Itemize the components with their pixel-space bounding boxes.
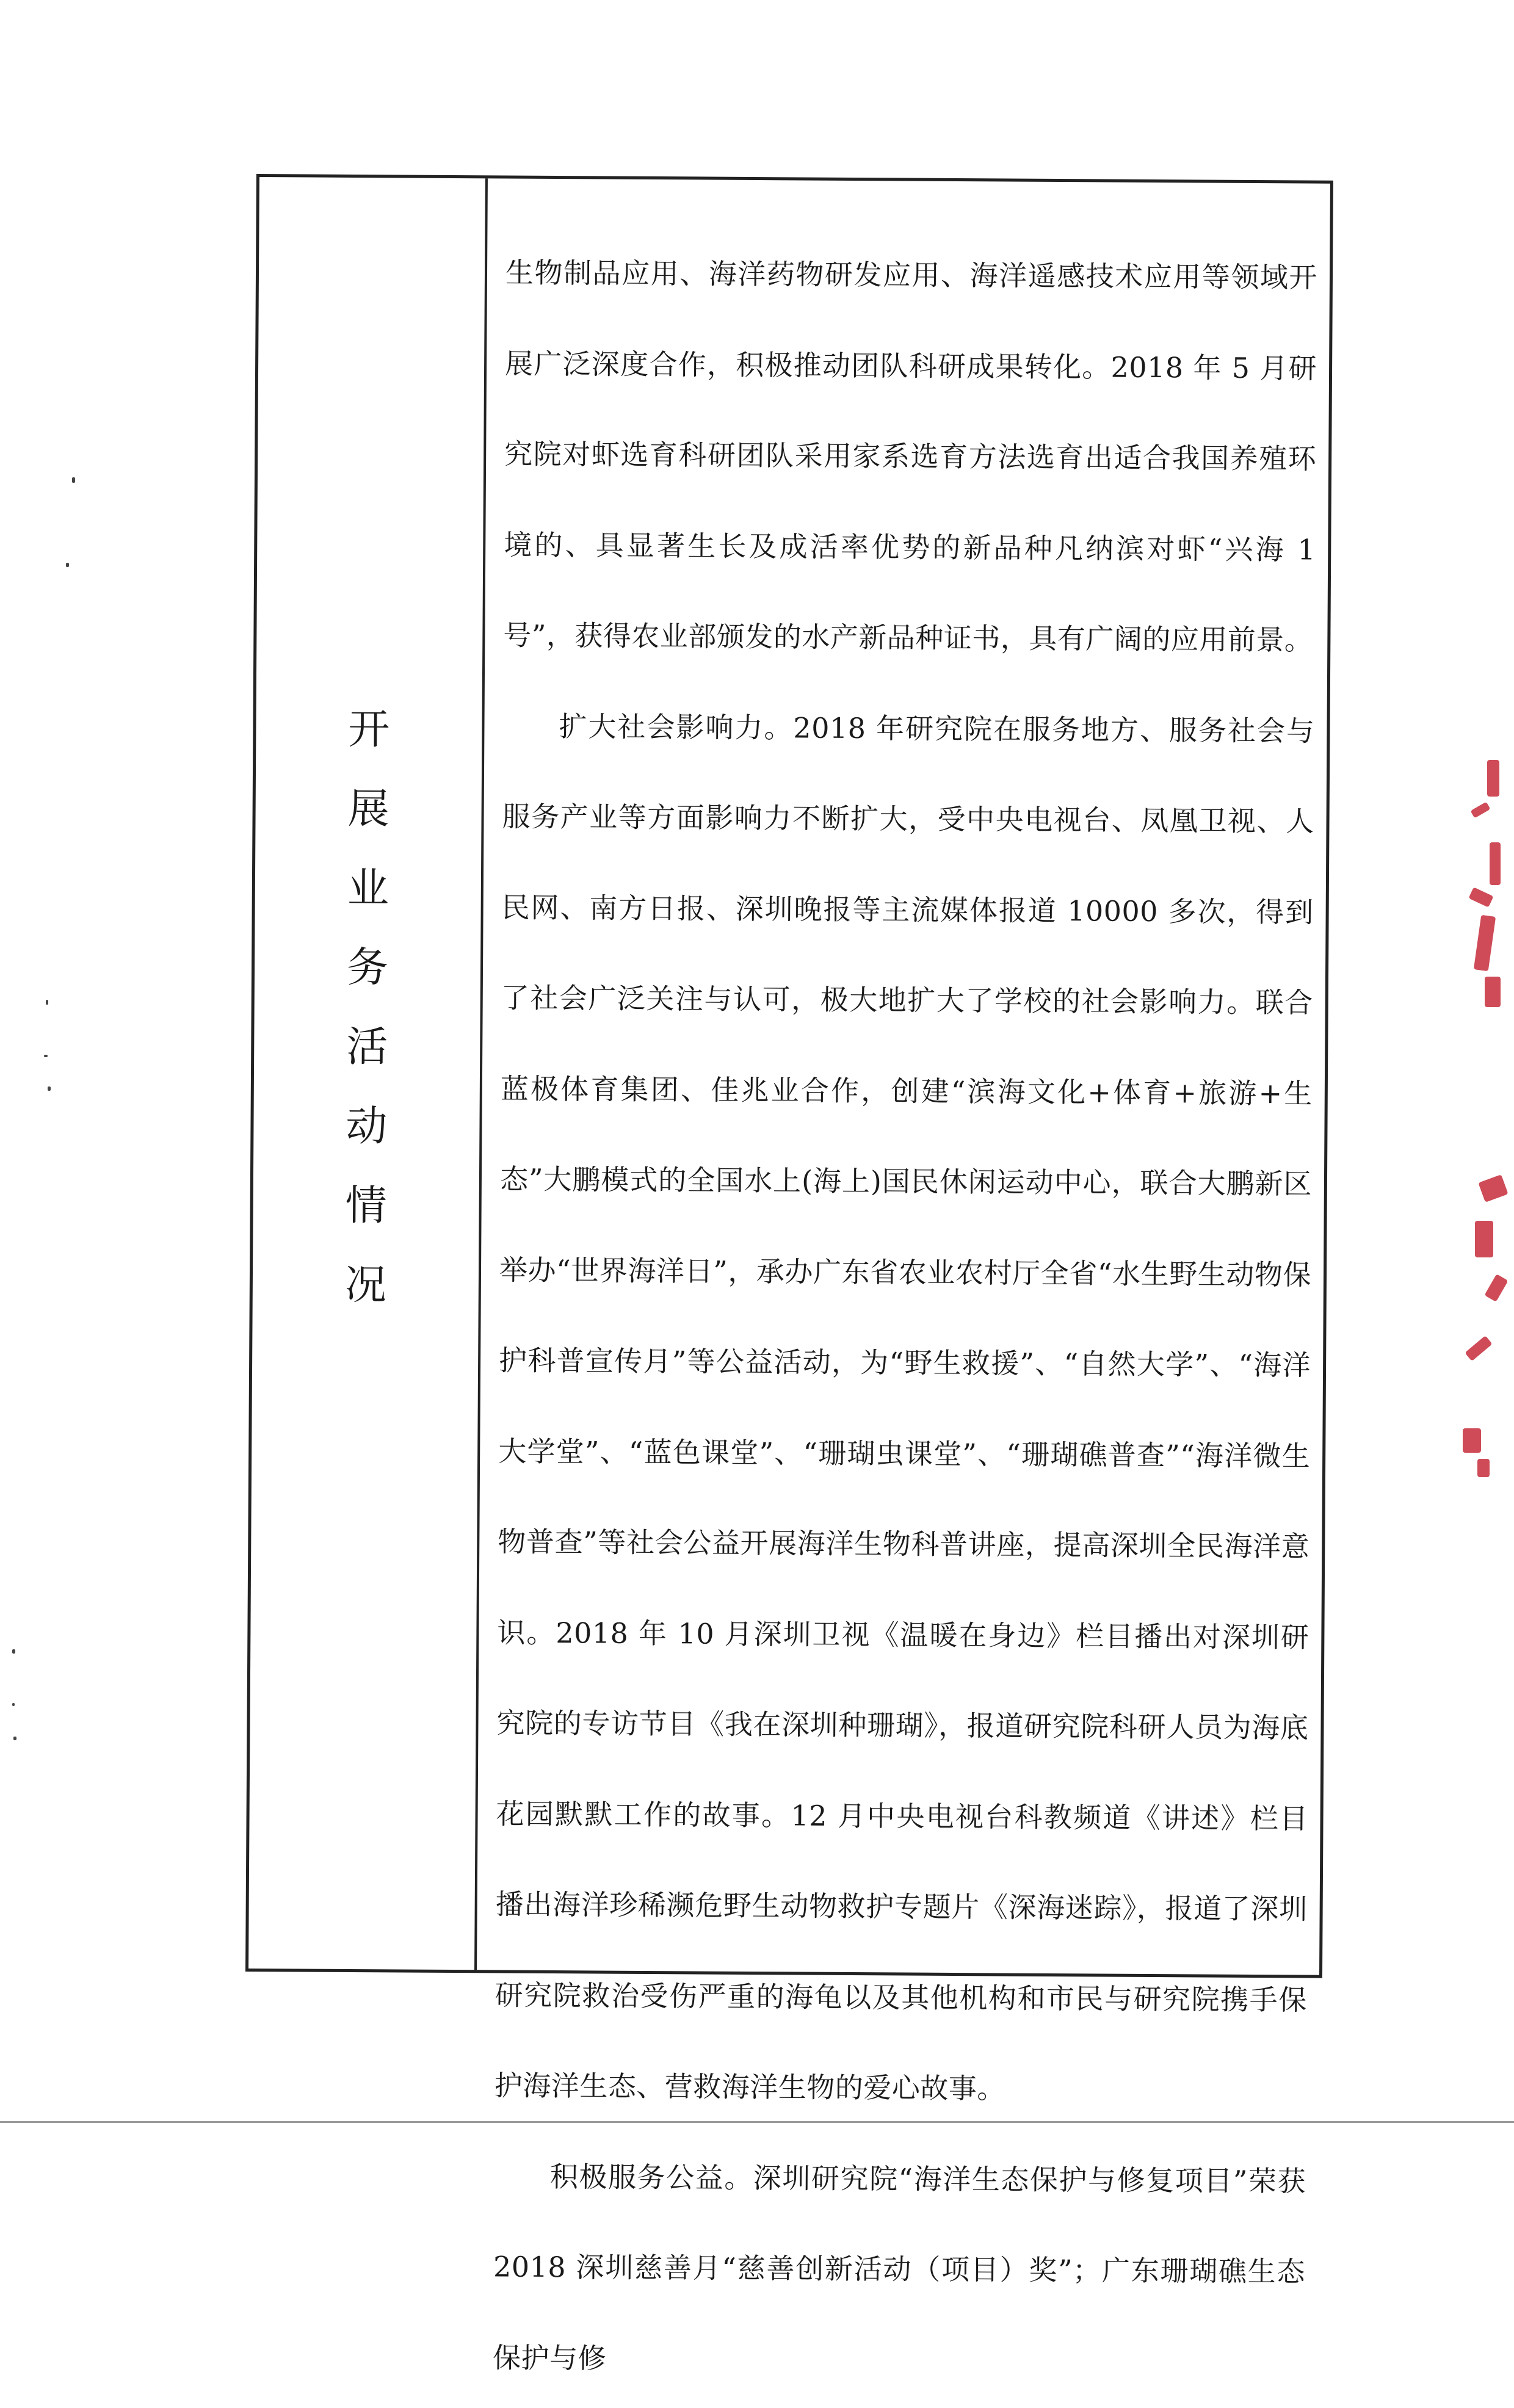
scan-speck [44,1055,48,1057]
paragraph-public-service: 积极服务公益。深圳研究院“海洋生态保护与修复项目”荣获 2018 深圳慈善月“慈善创新活动（项目）奖”；广东珊瑚礁生态保护与修 [492,2160,1306,2375]
section-label-char: 动 [346,1102,388,1151]
scan-speck [48,1086,51,1091]
section-label-char: 开 [348,705,390,754]
section-label-char: 业 [347,864,389,913]
scan-speck [12,1703,15,1706]
seal-fragment [1474,915,1496,971]
paragraph-social-influence: 扩大社会影响力。2018 年研究院在服务地方、服务社会与服务产业等方面影响力不断扩大，受中央电视台、凤凰卫视、人民网、南方日报、深圳晚报等主流媒体报道 10000 多次，得到了社会广泛关注与认可，极大地扩大了学校的社会影响力。联合蓝极体育集团、佳兆业合作，创建“滨海文化+体育+旅游+生态”大鹏模式的全国水上(海上)国民休闲运动中心，联合大鹏新区举办“世界海洋日”，承办广东省农业农村厅全省“水生野生动物保护科普宣传月”等公益活动，为“野生救援”、“自然大学”、“海洋大学堂”、“蓝色课堂”、“珊瑚虫课堂”、“珊瑚礁普查”“海洋微生物普查”等社会公益开展海洋生物科普讲座，提高深圳全民海洋意识。2018 年 10 月深圳卫视《温暖在身边》栏目播出对深圳研究院的专访节目《我在深圳种珊瑚》，报道研究院科研人员为海底花园默默工作的故事。12 月中央电视台科教频道《讲述》栏目播出海洋珍稀濒危野生动物救护专题片《深海迷踪》，报道了深圳研究院救治受伤严重的海龟以及其他机构和市民与研究院携手保护海洋生态、营救海洋生物的爱心故事。 [494,709,1315,2105]
seal-fragment [1487,760,1499,797]
section-label-char: 展 [347,784,389,834]
seal-fragment [1475,1221,1493,1257]
form-table [245,174,1333,2375]
seal-fragment [1477,1459,1490,1477]
seal-fragment [1471,801,1491,818]
seal-fragment [1465,1336,1492,1361]
scan-speck [66,563,69,567]
scan-speck [13,1737,16,1740]
scan-bottom-edge [0,2121,1514,2123]
section-label-cell [248,177,488,1970]
scan-speck [12,1649,15,1654]
section-label-char: 况 [344,1260,387,1310]
seal-fragment [1463,1428,1481,1453]
paragraph-research-transfer: 生物制品应用、海洋药物研发应用、海洋遥感技术应用等领域开展广泛深度合作，积极推动团队科研成果转化。2018 年 5 月研究院对虾选育科研团队采用家系选育方法选育出适合我国养殖环境的、具显著生长及成活率优势的新品种凡纳滨对虾“兴海 1 号”，获得农业部颁发的水产新品种证书，具有广阔的应用前景。 [503,256,1318,657]
content-cell [477,178,1330,2375]
section-label-char: 情 [345,1181,387,1231]
scan-speck [46,1000,48,1005]
section-label-char: 务 [346,943,389,992]
seal-fragment [1478,1174,1508,1202]
section-label-char: 活 [346,1022,388,1072]
seal-fragment [1490,842,1501,885]
section-label [331,690,402,1326]
seal-fragment [1485,977,1501,1007]
scan-speck [72,477,75,483]
seal-fragment [1484,1274,1508,1302]
seal-fragment [1468,887,1493,907]
